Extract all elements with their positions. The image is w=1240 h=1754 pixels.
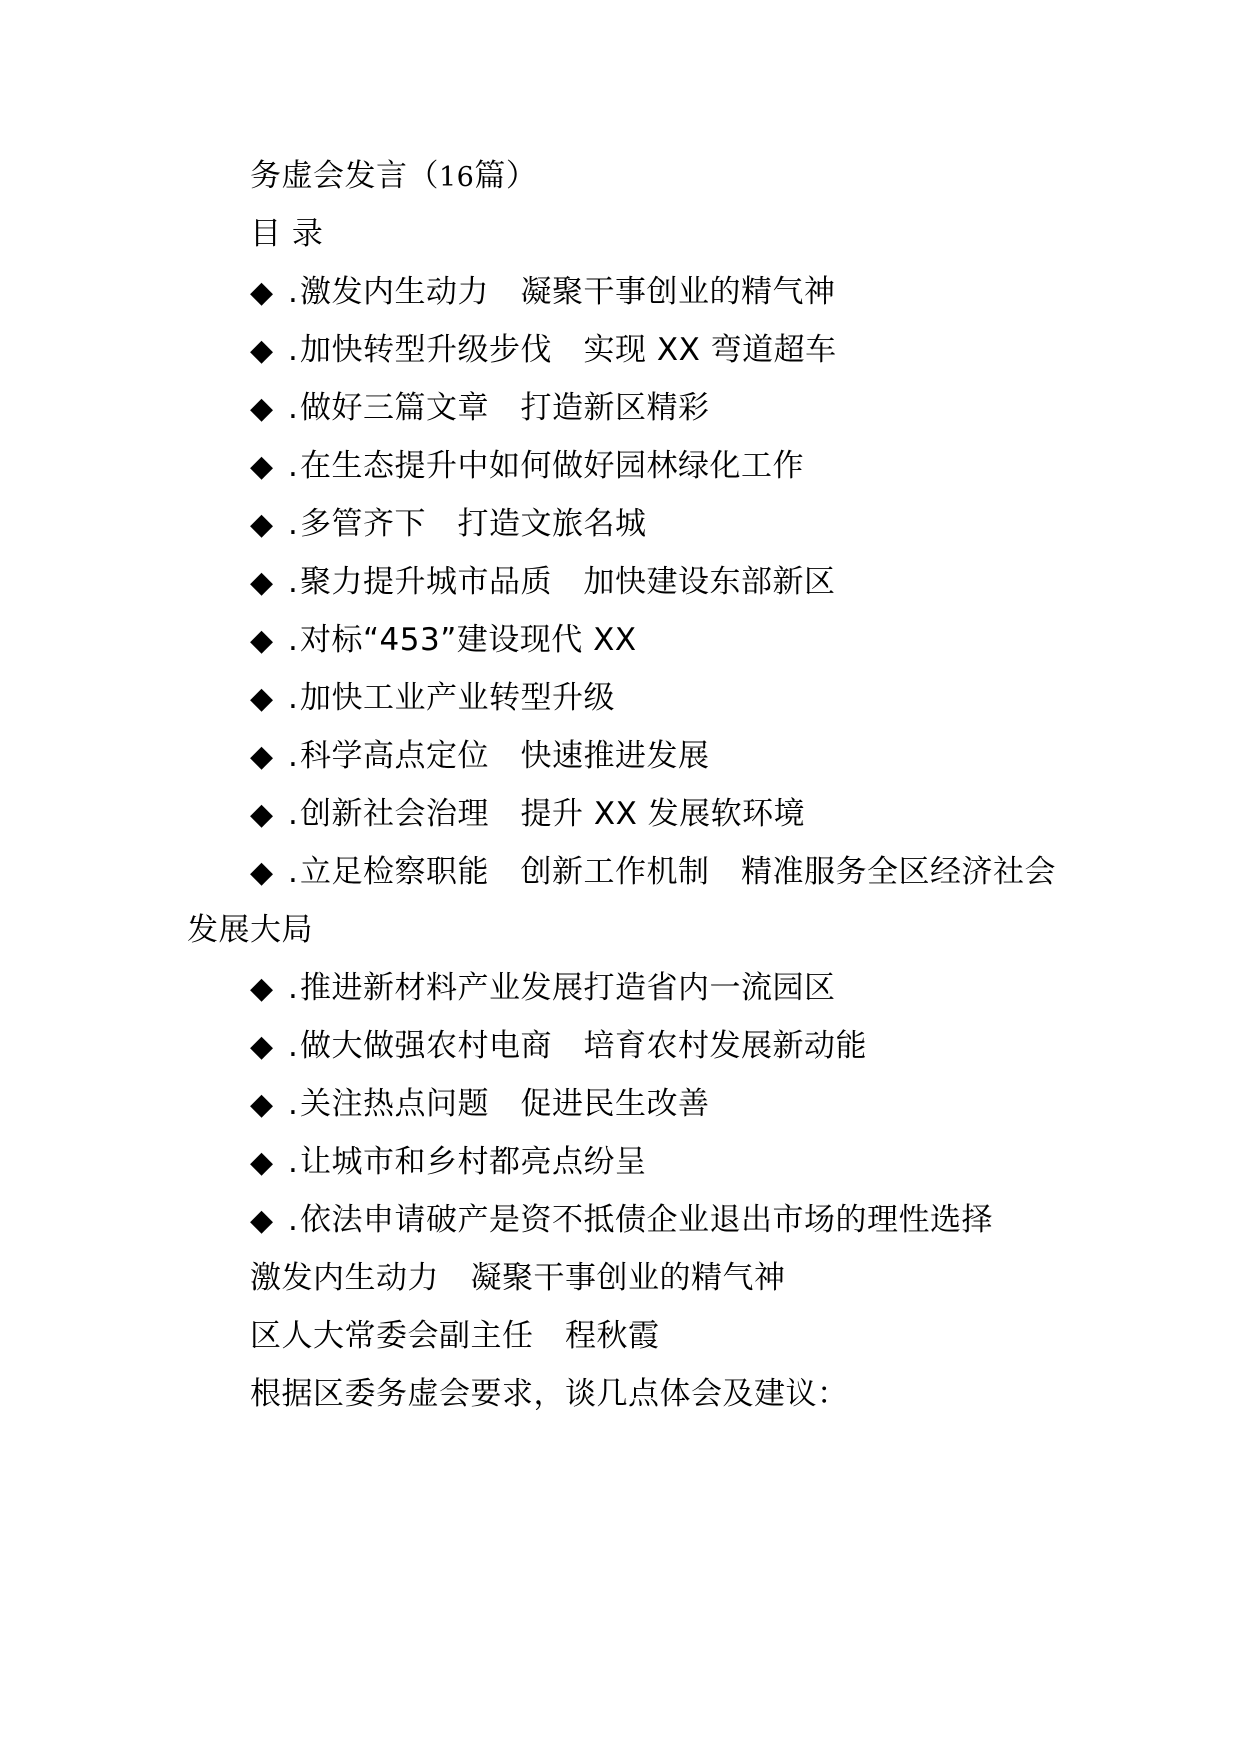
diamond-bullet-icon: ◆ bbox=[250, 971, 274, 1006]
diamond-bullet-icon: ◆ bbox=[250, 1145, 274, 1180]
toc-item: ◆ .让城市和乡村都亮点纷呈 bbox=[250, 1142, 647, 1183]
diamond-bullet-icon: ◆ bbox=[250, 507, 274, 542]
toc-item: ◆ .对标“453”建设现代 XX bbox=[250, 620, 637, 661]
title-count: 16 bbox=[439, 162, 475, 193]
toc-item-text: 做好三篇文章 打造新区精彩 bbox=[300, 390, 710, 426]
title-suffix: 篇） bbox=[474, 158, 538, 194]
toc-item-text: 多管齐下 打造文旅名城 bbox=[300, 506, 647, 542]
toc-item: ◆ .关注热点问题 促进民生改善 bbox=[250, 1084, 710, 1125]
toc-item-text: 聚力提升城市品质 加快建设东部新区 bbox=[300, 564, 836, 600]
title-prefix: 务虚会发言（ bbox=[250, 158, 439, 194]
toc-item: ◆ .推进新材料产业发展打造省内一流园区 bbox=[250, 968, 836, 1009]
toc-item: ◆ .依法申请破产是资不抵债企业退出市场的理性选择 bbox=[250, 1200, 993, 1241]
toc-item: ◆ .加快转型升级步伐 实现 XX 弯道超车 bbox=[250, 330, 837, 371]
toc-item-text: 科学高点定位 快速推进发展 bbox=[300, 738, 710, 774]
diamond-bullet-icon: ◆ bbox=[250, 565, 274, 600]
diamond-bullet-icon: ◆ bbox=[250, 623, 274, 658]
toc-item: ◆ .激发内生动力 凝聚干事创业的精气神 bbox=[250, 272, 836, 313]
toc-item-text: 推进新材料产业发展打造省内一流园区 bbox=[300, 970, 836, 1006]
article-title: 激发内生动力 凝聚干事创业的精气神 bbox=[250, 1260, 786, 1296]
intro-paragraph: 根据区委务虚会要求，谈几点体会及建议： bbox=[250, 1376, 849, 1412]
toc-item-text: 创新社会治理 提升 XX 发展软环境 bbox=[300, 796, 806, 832]
toc-item: ◆ .做大做强农村电商 培育农村发展新动能 bbox=[250, 1026, 867, 1067]
toc-item-text: 加快工业产业转型升级 bbox=[300, 680, 615, 716]
toc-item: ◆ .聚力提升城市品质 加快建设东部新区 bbox=[250, 562, 836, 603]
diamond-bullet-icon: ◆ bbox=[250, 855, 274, 890]
diamond-bullet-icon: ◆ bbox=[250, 797, 274, 832]
diamond-bullet-icon: ◆ bbox=[250, 333, 274, 368]
diamond-bullet-icon: ◆ bbox=[250, 1029, 274, 1064]
toc-item-continuation: 发展大局 bbox=[187, 912, 313, 948]
diamond-bullet-icon: ◆ bbox=[250, 1203, 274, 1238]
toc-item-text: 做大做强农村电商 培育农村发展新动能 bbox=[300, 1028, 867, 1064]
toc-item-text: 在生态提升中如何做好园林绿化工作 bbox=[300, 448, 804, 484]
toc-item-text: 依法申请破产是资不抵债企业退出市场的理性选择 bbox=[300, 1202, 993, 1238]
diamond-bullet-icon: ◆ bbox=[250, 1087, 274, 1122]
diamond-bullet-icon: ◆ bbox=[250, 449, 274, 484]
toc-item: ◆ .多管齐下 打造文旅名城 bbox=[250, 504, 647, 545]
toc-item-text: 立足检察职能 创新工作机制 精准服务全区经济社会 bbox=[300, 854, 1056, 890]
diamond-bullet-icon: ◆ bbox=[250, 681, 274, 716]
author-line: 区人大常委会副主任 程秋霞 bbox=[250, 1318, 660, 1354]
diamond-bullet-icon: ◆ bbox=[250, 739, 274, 774]
toc-item-text: 关注热点问题 促进民生改善 bbox=[300, 1086, 710, 1122]
toc-item-text: 对标“453”建设现代 XX bbox=[300, 622, 637, 658]
document-title bbox=[250, 156, 537, 198]
toc-item: ◆ .创新社会治理 提升 XX 发展软环境 bbox=[250, 794, 805, 835]
toc-item-text: 让城市和乡村都亮点纷呈 bbox=[300, 1144, 647, 1180]
diamond-bullet-icon: ◆ bbox=[250, 275, 274, 310]
toc-item-text: 加快转型升级步伐 实现 XX 弯道超车 bbox=[300, 332, 837, 368]
diamond-bullet-icon: ◆ bbox=[250, 391, 274, 426]
toc-item: ◆ .在生态提升中如何做好园林绿化工作 bbox=[250, 446, 804, 487]
toc-item: ◆ .科学高点定位 快速推进发展 bbox=[250, 736, 710, 777]
toc-item: ◆ .立足检察职能 创新工作机制 精准服务全区经济社会 bbox=[250, 852, 1056, 893]
toc-heading: 目 录 bbox=[250, 216, 324, 252]
toc-item-text: 激发内生动力 凝聚干事创业的精气神 bbox=[300, 274, 836, 310]
toc-item: ◆ .做好三篇文章 打造新区精彩 bbox=[250, 388, 710, 429]
toc-item: ◆ .加快工业产业转型升级 bbox=[250, 678, 615, 719]
